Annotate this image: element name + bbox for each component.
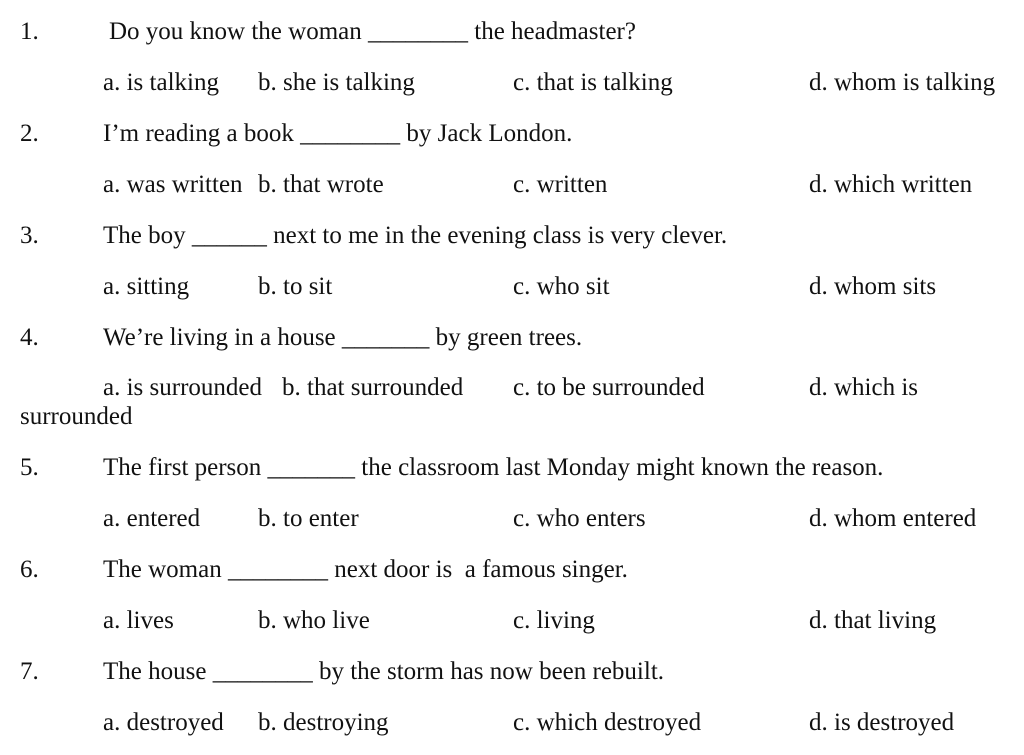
option-c[interactable]: c. who enters	[513, 505, 646, 532]
option-c[interactable]: c. to be surrounded	[513, 374, 705, 401]
option-c[interactable]: c. that is talking	[513, 69, 673, 96]
question-number: 6.	[20, 556, 39, 583]
option-c[interactable]: c. living	[513, 607, 595, 634]
option-d-continuation: surrounded	[20, 403, 133, 430]
option-b[interactable]: b. to sit	[258, 273, 333, 300]
question-number: 7.	[20, 658, 39, 685]
question-number: 4.	[20, 324, 39, 351]
answer-blank: ________	[300, 120, 401, 147]
option-d[interactable]: d. whom entered	[809, 505, 977, 532]
option-a[interactable]: a. sitting	[103, 273, 190, 300]
option-a[interactable]: a. entered	[103, 505, 201, 532]
option-d[interactable]: d. whom is talking	[809, 69, 996, 96]
answer-blank: _______	[341, 324, 430, 351]
option-a[interactable]: a. was written	[103, 171, 243, 198]
answer-blank: ______	[191, 222, 267, 249]
option-b[interactable]: b. she is talking	[258, 69, 415, 96]
option-d[interactable]: d. whom sits	[809, 273, 937, 300]
question-number: 5.	[20, 454, 39, 481]
question-stem: I’m reading a book ________ by Jack London.	[103, 120, 573, 147]
option-b[interactable]: b. that surrounded	[282, 374, 464, 401]
question-stem: We’re living in a house _______ by green trees.	[103, 324, 583, 351]
question-number: 1.	[20, 18, 39, 45]
question-stem: The boy ______ next to me in the evening class is very clever.	[103, 222, 728, 249]
question-stem: The house ________ by the storm has now been rebuilt.	[103, 658, 665, 685]
option-a[interactable]: a. is surrounded	[103, 374, 262, 401]
option-b[interactable]: b. to enter	[258, 505, 359, 532]
question-stem: The woman ________ next door is a famous singer.	[103, 556, 628, 583]
answer-blank: ________	[368, 18, 468, 45]
option-a[interactable]: a. lives	[103, 607, 174, 634]
answer-blank: ________	[227, 556, 328, 583]
option-a[interactable]: a. destroyed	[103, 709, 224, 736]
option-d[interactable]: d. that living	[809, 607, 937, 634]
option-c[interactable]: c. written	[513, 171, 608, 198]
option-a[interactable]: a. is talking	[103, 69, 219, 96]
option-c[interactable]: c. who sit	[513, 273, 610, 300]
option-d[interactable]: d. which written	[809, 171, 973, 198]
answer-blank: _______	[267, 454, 356, 481]
option-b[interactable]: b. destroying	[258, 709, 389, 736]
question-stem: Do you know the woman ________ the headmaster?	[109, 18, 636, 45]
option-b[interactable]: b. who live	[258, 607, 370, 634]
question-number: 3.	[20, 222, 39, 249]
option-c[interactable]: c. which destroyed	[513, 709, 702, 736]
answer-blank: ________	[212, 658, 313, 685]
option-d[interactable]: d. is destroyed	[809, 709, 955, 736]
option-b[interactable]: b. that wrote	[258, 171, 384, 198]
option-d[interactable]: d. which is	[809, 374, 919, 401]
question-number: 2.	[20, 120, 39, 147]
question-stem: The first person _______ the classroom last Monday might known the reason.	[103, 454, 884, 481]
